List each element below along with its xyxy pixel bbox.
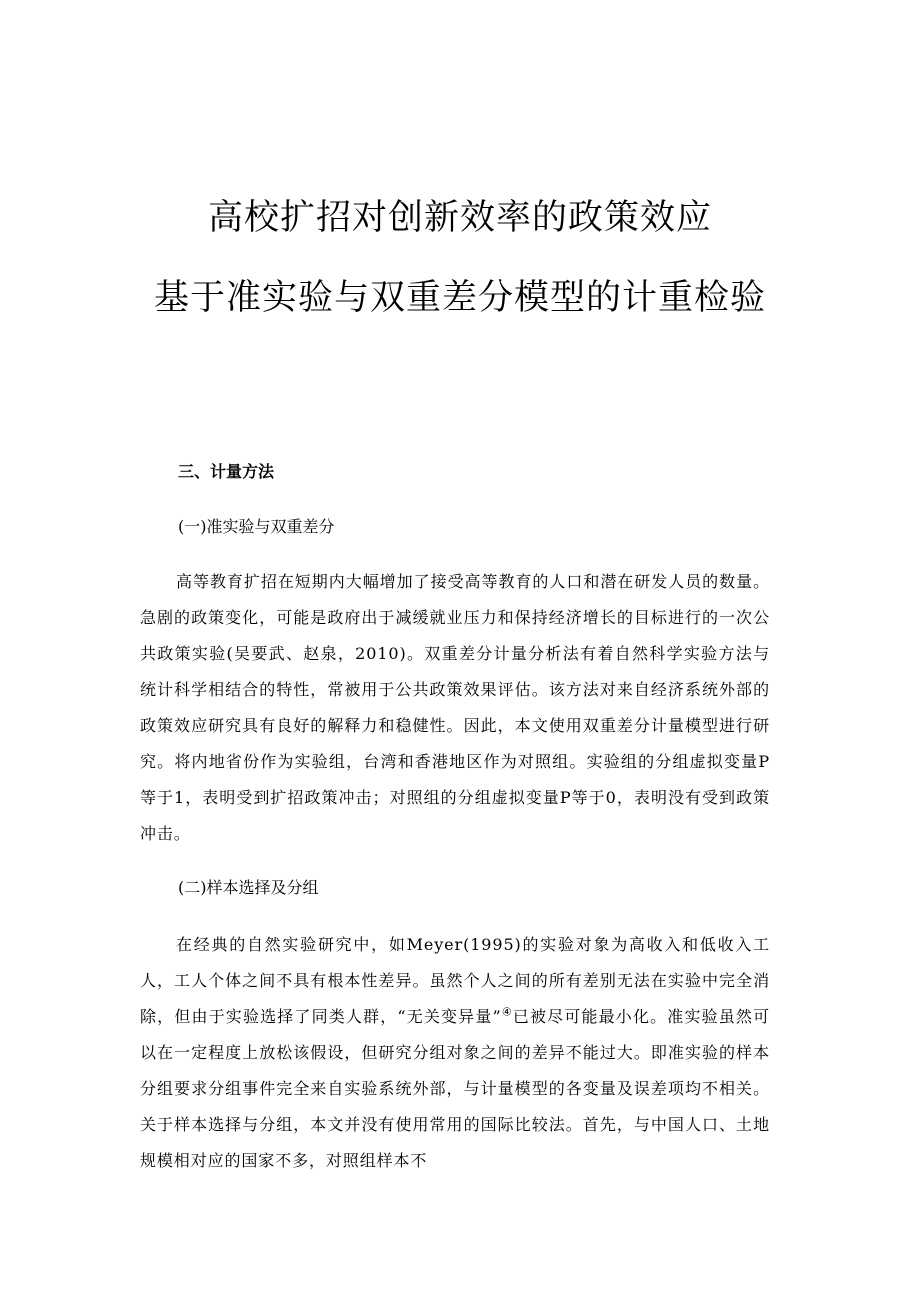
paragraph-2-text-b: 已被尽可能最小化。准实验虽然可以在一定程度上放松该假设，但研究分组对象之间的差异不能过大。即准实验的样本分组要求分组事件完全来自实验系统外部，与计量模型的各变量及误差项均不相关。关于样本选择与分组，本文并没有使用常用的国际比较法。首先，与中国人口、土地规模相对应的国家不多，对照组样本不 xyxy=(140,1007,770,1170)
paragraph-1-text: 高等教育扩招在短期内大幅增加了接受高等教育的人口和潜在研发人员的数量。急剧的政策变化，可能是政府出于减缓就业压力和保持经济增长的目标进行的一次公共政策实验(吴要武、赵泉，2010)。双重差分计量分析法有着自然科学实验方法与统计科学相结合的特性，常被用于公共政策效果评估。该方法对来自经济系统外部的政策效应研究具有良好的解释力和稳健性。因此，本文使用双重差分计量模型进行研究。将内地省份作为实验组，台湾和香港地区作为对照组。实验组的分组虚拟变量P等于1，表明受到扩招政策冲击；对照组的分组虚拟变量P等于0，表明没有受到政策冲击。 xyxy=(140,572,770,843)
paragraph-1 xyxy=(140,564,770,852)
paragraph-2-text-a: 在经典的自然实验研究中，如Meyer(1995)的实验对象为高收入和低收入工人，工人个体之间不具有根本性差异。虽然个人之间的所有差别无法在实验中完全消除，但由于实验选择了同类人群，“无关变异量” xyxy=(140,935,770,1026)
section-heading: 三、计量方法 xyxy=(178,462,275,481)
footnote-marker[interactable]: ④ xyxy=(501,1005,513,1019)
paragraph-2 xyxy=(140,927,770,1179)
document-title: 高校扩招对创新效率的政策效应 xyxy=(207,198,712,238)
subsection-heading-2: (二)样本选择及分组 xyxy=(178,878,319,897)
subsection-heading-1: (一)准实验与双重差分 xyxy=(178,517,335,536)
document-subtitle: 基于准实验与双重差分模型的计重检验 xyxy=(153,278,766,318)
